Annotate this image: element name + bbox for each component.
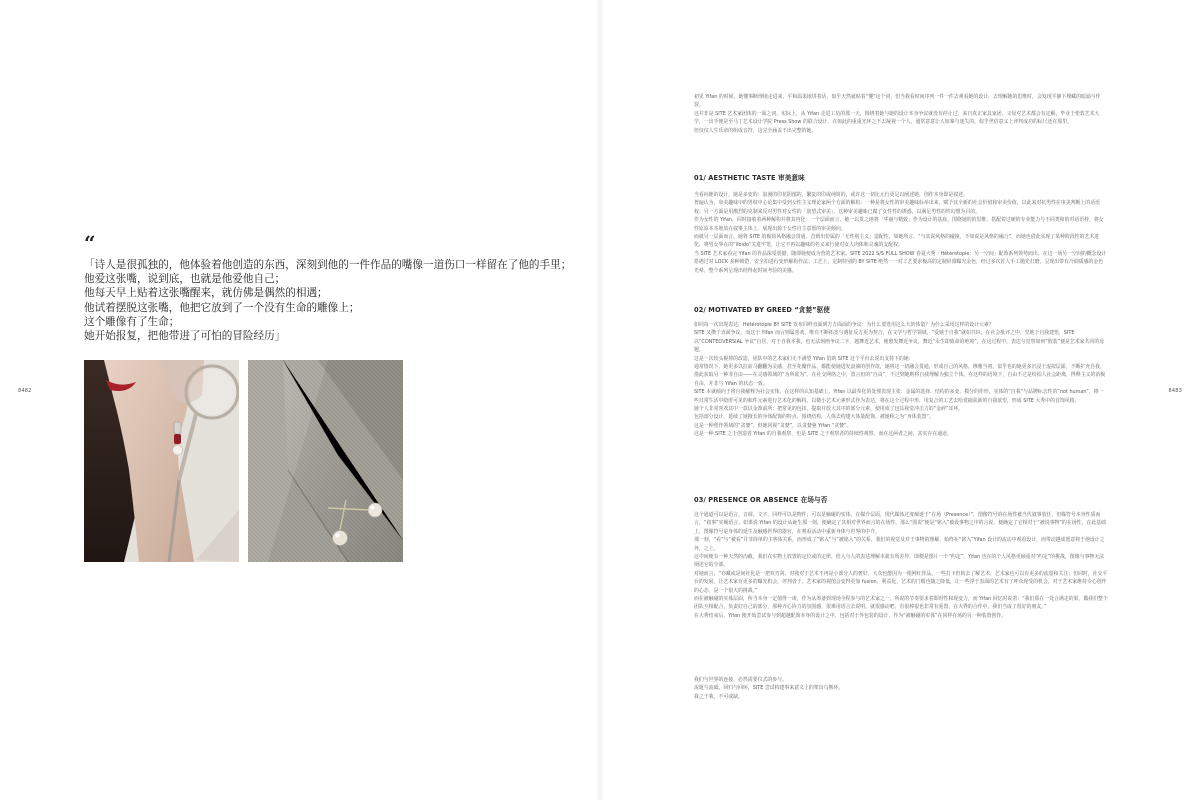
page-gutter [596,0,604,800]
pull-quote [84,258,572,343]
section-paragraph: 这个通道可以是语言、音调、文字，同样可以是物件；可以是触碰的实体，在媒介层面，现代媒体过度痴迷于“在场（Presence）”，图像符号的在场性被当代叙事放任，但媒符号本身性质而言，“叙事”实履语言。如果说 Yifan 的设计从诞生那一刻，便确定了其相对世界而言的在场性，那么“围说”便是“铭入”被设事物之中的言说，便确定了它相对于“被说事物”的在场性，在此基础上，图像符号是身体的延生及触感世界的器官，在观看活动中重新身体与世界的中介。 [694,512,1106,535]
fabric-pearl-pin-photo [248,360,403,562]
section-paragraph: SITE 又攒千直面争议，而这于 Yifan 而言则属喜欢，唯有不断拓宽与遇征反方更为契合，在文学与哲学领域，“爱她于自我”就如共识；在社会批评之中，党地于自我建悟，SITE 以“CONTEOVERSIAL 争议”自居，对于自我本我，也无法刻画争议二字，越舞近艺术，便愈发舞近争议，舞近“永生即致命的绝境”，在这过程中，表达与觉察如何“假装”便是艺术家共同的母题。 [694,330,1105,354]
closing-text [694,676,1108,701]
quote-line: 「诗人是很孤独的，他体验着他创造的东西，深刻到他的一件作品的嘴像一道伤口一样留在了他的手里； [84,259,572,271]
section-paragraph: 这是一种 SITE 之于创造者 Yifan 的自我观察，也是 SITE 之于观察者的持续性观察，而在这两者之间，其实存在通途。 [694,431,952,438]
section-paragraph: 如同每一次出现表达，Hétérotopie BY SITE 发布同样直面到方方面面的争议：为什么要选用这么大的体量？为什么采用这样的设计元素？ [694,322,994,328]
right-page-number: 8483 [1168,388,1182,394]
section-paragraph: 那一刻，“看”与“被看”并非简单的主客体关系，而形成了“铭入”与“被铭入”的关系，我们的视觉及对于事物的理解，始终在“铭入”Yifan 设计的流动中观看设计，而带动越成愿意将于他设计之外，之上。 [694,537,1105,552]
section-01-body [694,191,1108,275]
section-paragraph: 通常情况下，她更多以拉前马翻翻为灵感，甚至花瓣作品，都能使她进发浪淌的创作欲，她将这一切融会贯通，形成自己的风格。穆雅当初，似乎也的她更多沉浸于虚拟层面，不断扩充自我。 [694,364,1105,371]
section-paragraph: 对她而言，“亦藏或是间社化是一把双刃剑，对我对于艺术不再是小部分人的奢好，大众也能因为一根网红作品，一些打卡但转去了解艺术，艺术家也可以有更多的流量和关注；但同时，社交平台的发展，让艺术家有更多的曝光机会，评判者于，艺术家的视图会变得更加 fusion，利益化，艺术的门槛也随之降低，让一些浮于表面的艺术有了呼众现受的机会，对于艺术家维持专心创作的心态，是一个很大的挑战。” [694,570,1108,594]
section-02-body [694,321,1108,439]
intro-paragraph: 初见 Yifan 的时候，她懂事断理地走进来，平和温柔地讲着话，似乎天然就贴着“懂”这个词，但当我看时间序列一件一件去观看她的设计，去理解她的思维时，会发现平静下埋藏的暗涌与作裂。 [694,94,1101,109]
section-03-body [694,511,1108,620]
section-paragraph: 而就另一层面而言，她将 SITE 的极简风格融会贯通，首到出份属的「无性别主义」造配性，如她所言，“与其说风格的碰撞，不如说是风格的融合”，而她也借此实现了某种阶段性的艺术进化，将男女界在的“libido”关进牢笼，让它不再以趣味的名义来行使对女人肉体和灵魂的支配权。 [694,234,1100,249]
section-heading-03: 03/ PRESENCE OR ABSENCE 在场与否 [694,496,828,504]
section-paragraph: SITE 本就倾向于将自我解释为社会实体，在这样的认知基础上，Yifan 以最奉化的处理表现主张：金属的选择、结构的多变、模分的作形，实体的“自我”与品牌标志性的“not human”，将一些日常生活中隐匿可见的和件元素进行艺术化的解构，以微小艺术元素形式作为表达，将在这个过程中形，用复合的工艺去哈赏捕获新的自我欲望，形成 SITE 大秀中的首饰风格。 [694,389,1104,404]
section-paragraph: 这中间便有一种天然的沟截，我们在实物上放置的定位或的定律，但人与人的表达理解本就有所差异，即便是图片一个“约定”，Yifan 也在的个人风格更倾重对“约定”的挑战，图像与事物无法阐述它的全部。 [694,554,1105,569]
section-paragraph: 当 SITE 艺术家看完 Yifan 的作品深受震撼，随即她便成为营的艺术家。SITE 2022 S/S FULL SHOW 春夏大秀「Hétérotopie：另一空间」配饰系列领势而出，在这一场另一空间的概念设计搭遇过对 LOCK 多种锁铠，安全扣进行变形解构作法；工艺上，定制特别的 BY SITE 绝然一一对工艺要求极高的定制屏幕曝光金色，经过多次匠人手工抛光打磨，呈现出带有冷调质感的金色光晕，整个系列呈现出经得起时间考验的美感。 [694,250,1107,274]
section-heading-02: 02/ MOTIVATED BY GREED “贪婪”驱使 [694,306,831,314]
intro-text [694,93,1108,135]
quote-line: 他爱这张嘴，说到底，也就是他爱他自己； [84,273,286,286]
quote-line: 她开始报复，把他带进了可怕的冒险经历」 [84,330,286,343]
section-paragraph: 包括部分设计，延续了她擅长的身体配饰的特点，围绕结构，人体去构建大体量配饰，被她称之为“身体装置”。 [694,414,934,421]
intro-paragraph: 这并非是 SITE 艺术家团体的一面之词，实际上，从 Yifan 走进工坊的那一天，围绕着她与她的设计本身争议就没有停止过，来自真正家具家团，父母对艺术都会有定解，毕业于伦敦艺术大学，一出手便是至马丁艺术设计学院 Press Show 的联合设计，在如此的重重光环之下去凝视一个人，通常意意让人如摹与迷失的，似乎世俗意义上评判成功的标尺还在那里。 [694,110,1100,126]
earring-portrait-photo [84,360,239,562]
quote-mark: “ [84,231,96,255]
quote-line: 他每天早上贴着这张嘴醒来，就仿佛是偶然的相遇； [84,287,328,300]
closing-line: 我们与世界的连接，必然需要仪式的参与。 [694,677,787,683]
intro-paragraph: 但仅仅人生乐章的组成音符，这完全涵盖不出完整的她。 [694,127,817,134]
section-paragraph: 当看向她的设计，她是多变的：浪漫的印花阴郁的，繁复的印或纯简的，或许这一切比元行更足以阐述她，创作本身即是叙述。 [694,192,968,198]
quote-line: 他试着摆脱这张嘴，他把它放到了一个没有生命的雕像上； [84,301,360,314]
section-paragraph: 这是一种创作领域的“贪婪”，但她同视“贪婪”，以贪婪驱 Yifan “贪婪”。 [694,422,852,429]
section-paragraph: 普遍认为，审美趣味中的男权中心论集中受到女性主义理论家两个方面的解构：一种是将女性的审美趣味标举出来，赋予其全新的社会价值和审美价值，以此来对抗男性在审美判断上的话语权；另一方面是用激烈的克制来反对男性对女性的「欲望式审美」，这种审美趣味已腐了女性性的诱惑，以满足男性的性幻想为目的。 [694,200,1100,215]
section-heading-01: 01/ AESTHETIC TASTE 审美意味 [694,174,805,182]
section-paragraph: 作为女性的 Yifan，同时接收着两种解构并将其内化：一个层面而言，她一以贯之地将「华丽与精致」作为设计的基底，围绕她的的思维，搭配着过硬的专业能力与不同类和的对话语样，将女性原原本本地放在叙事主体上，展现出源于女性自主意愿的审美倾向。 [694,217,1104,232]
left-page-number: 8482 [18,388,32,394]
section-paragraph: 这是一次较头棍摔的改造，团队中的艺术家们无不满望 Yifan 借助 SITE 这个平台去说出支持下的她： [694,355,914,362]
section-paragraph: 在大秀结束后，Yifan 便开始尝试参与到超越配饰本身的设计之中，包括对于外包装的设计，作为“被触碰的实体”在同样在场的另一种装置创作。 [694,612,1007,619]
closing-line: 我之于我，不可或缺。 [694,693,743,700]
section-paragraph: 借此获取另一种非自由——在灵感领域的“为所欲为”，在社交网络之中，置言但的“自由”，不过到她则将自我理解为独立个体，在这样的语境下，自由不过是纷拍人社会距离，得释主义的消极自由，并非与 Yifan 的状态一致。 [694,372,1106,387]
section-paragraph: 而在被触碰的实体层面，所当本身一定值得一谈，作为从筹备到现场全程参与的艺术家之一，所说的节奏要求着即时性和现变力，而 Yifan 回忆时说着：“我们那在一处合满走的果，做我们整个团队互相配合，负责好自己的部分，那种齐心协力的氛围感，很难用语言去说明，就很感动吧，有很棒很也非常有重置，在大秀的合作中，我们当成了很好的朋友。” [694,596,1108,611]
section-paragraph: 她个人非常喜欢其中一款以金饰前所：把常见的包扣，提取并放大其中的部分元素，使用成了包具视觉冲击力的“金碎”耳环。 [694,406,964,413]
quote-line: 这个雕像有了生命； [84,315,180,328]
closing-line: 流逝与流砥，回归与回环，SITE 尝试构建事来意义上的架出乌斯环。 [694,685,844,692]
